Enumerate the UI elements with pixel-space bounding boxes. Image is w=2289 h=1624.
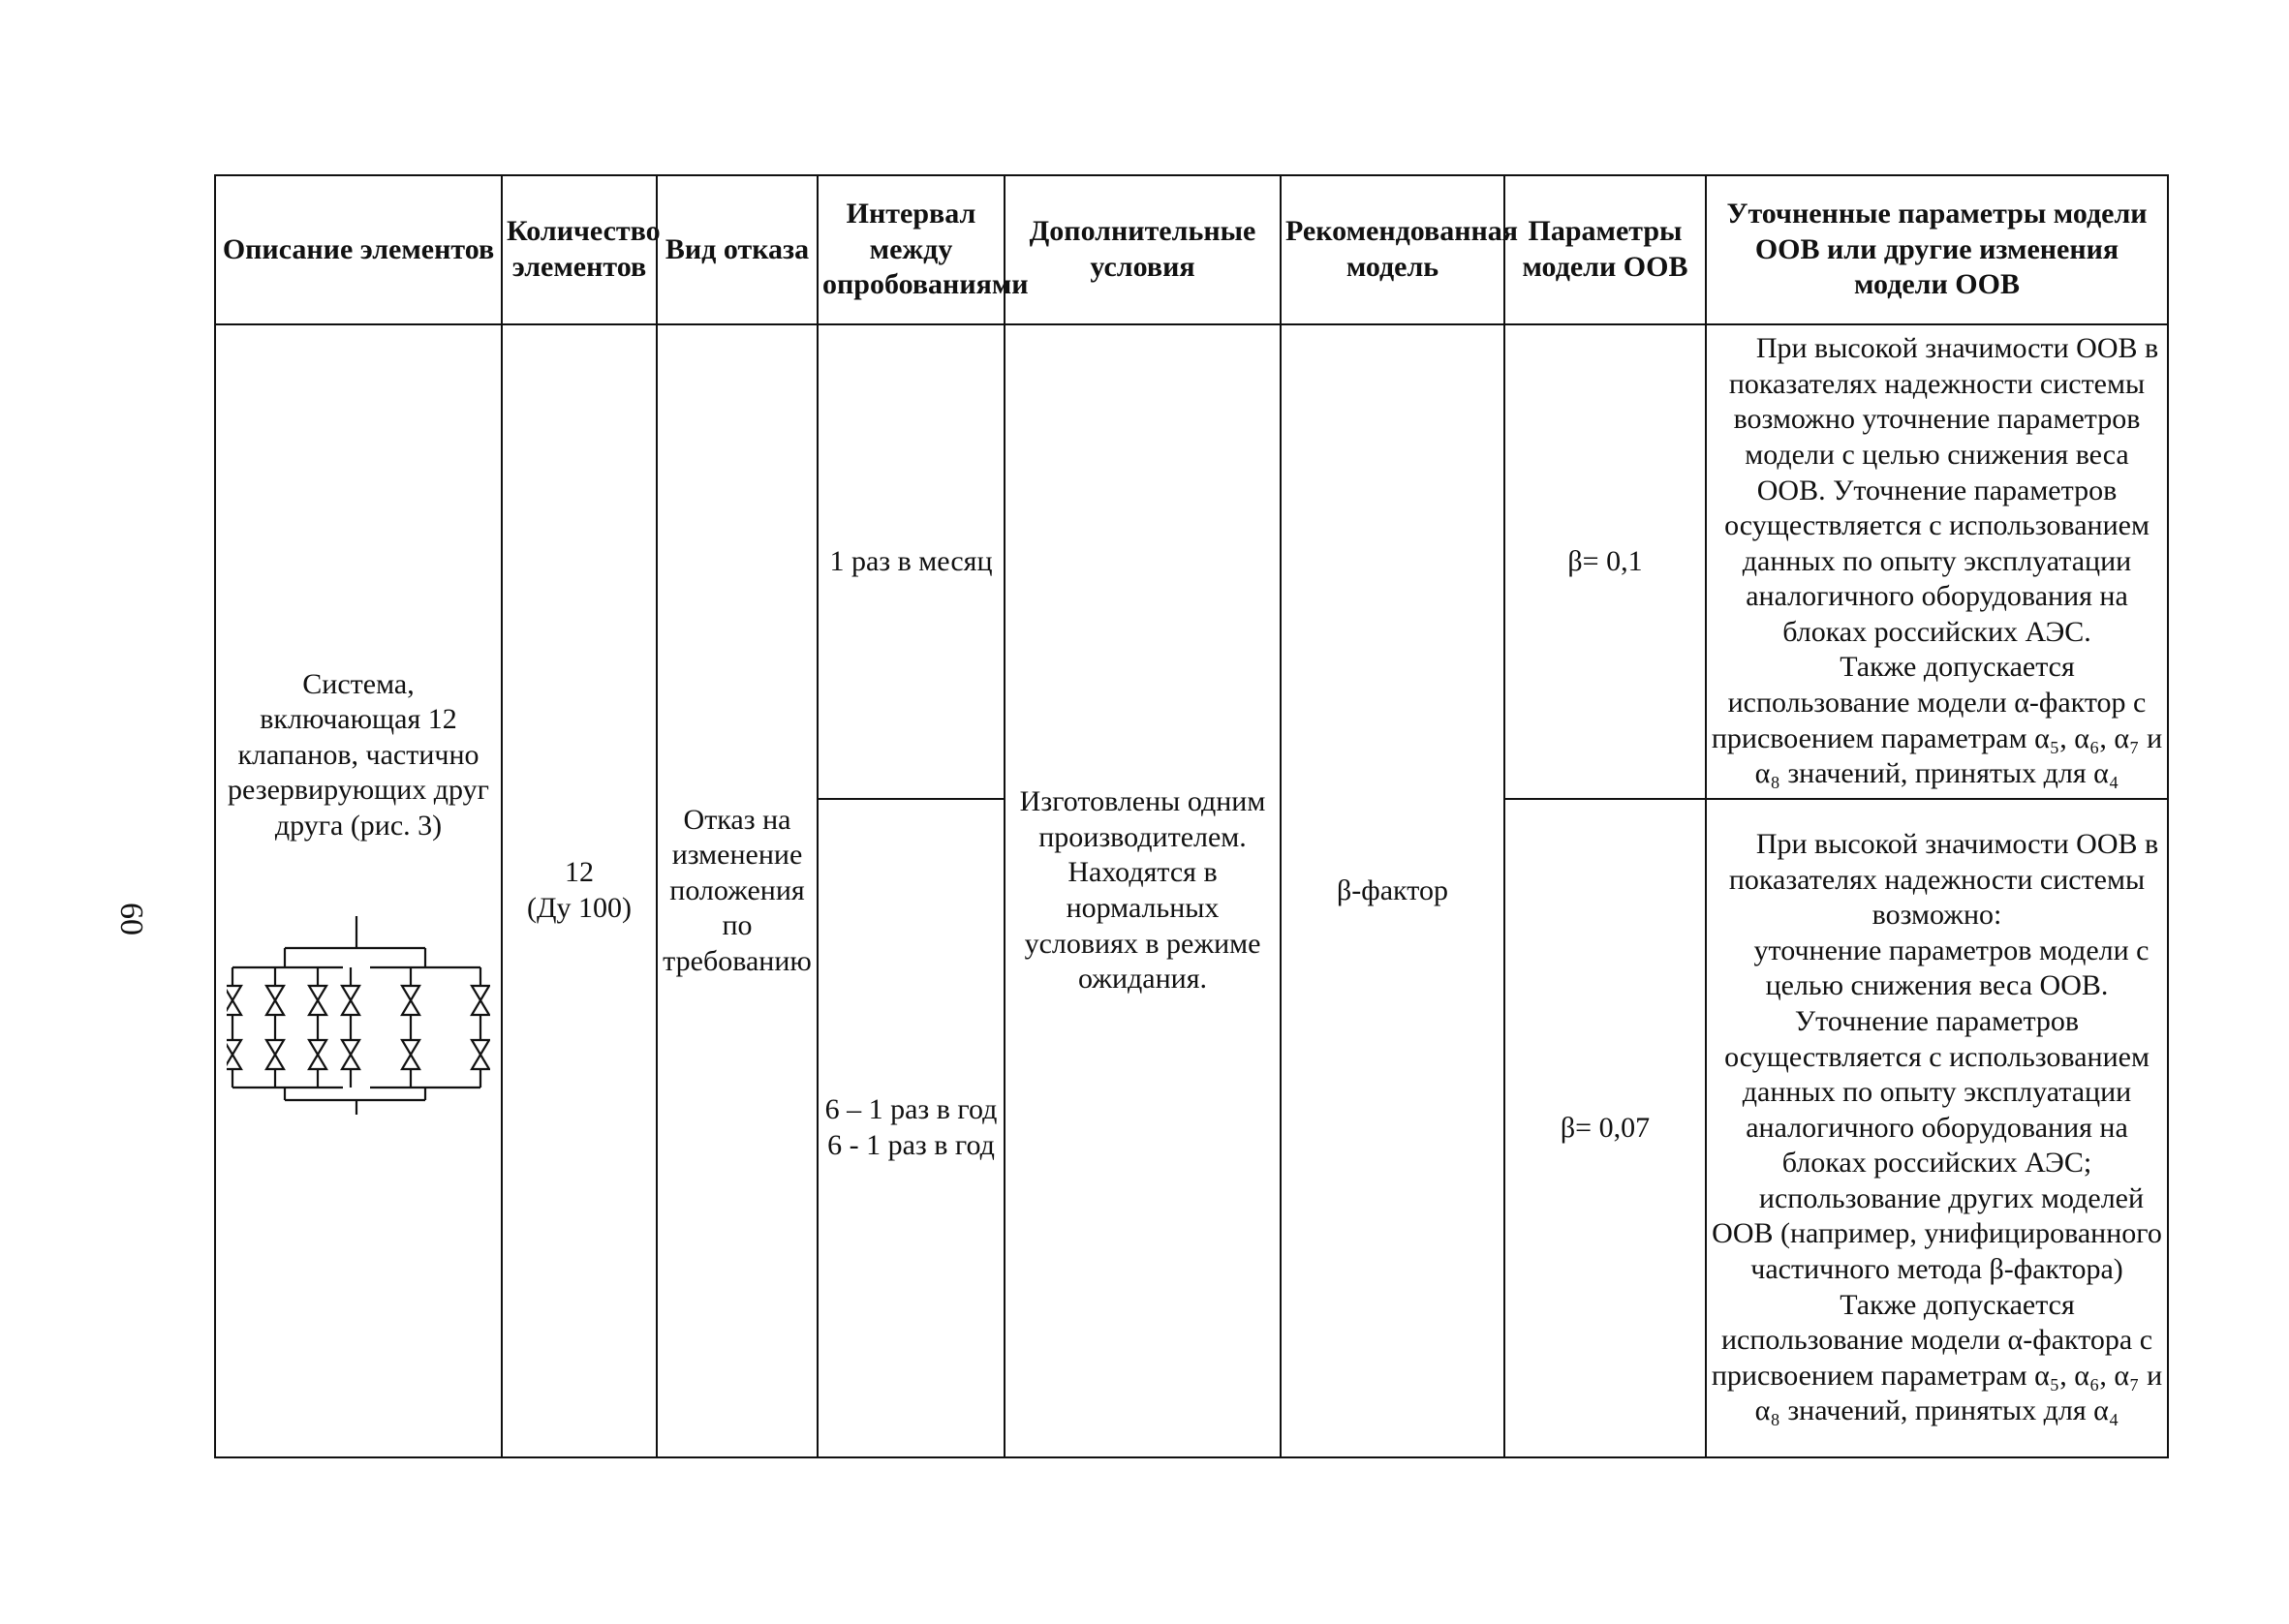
valve-icon — [309, 1040, 326, 1069]
param-cell-2: β= 0,07 — [1504, 799, 1706, 1457]
valve-icon — [309, 986, 326, 1015]
failure-type-cell: Отказ на изменение положения по требованию — [657, 324, 818, 1457]
refined-2-para-4: Также допускается использование модели α-фактора с присвоением параметрам α₅, α₆, α₇ и α₈ значений, принятых для α₄ — [1711, 1288, 2163, 1427]
valve-icon — [342, 986, 359, 1015]
valve-icon — [342, 1040, 359, 1069]
refined-1-para-1: При высокой значимости ООВ в показателях надежности системы возможно уточнение параметров модели с целью снижения веса ООВ. Уточнение параметров осуществляется с использованием данных по опыту эксплуатации аналогичного оборудования на блоках российских АЭС. — [1724, 332, 2159, 648]
refined-cell-1 — [1706, 324, 2168, 799]
count-value: 12 — [565, 856, 594, 889]
refined-cell-2 — [1706, 799, 2168, 1457]
valve-icon — [402, 986, 419, 1015]
param-cell-1: β= 0,1 — [1504, 324, 1706, 799]
description-text: Система, включающая 12 клапанов, частично резервирующих друг друга (рис. 3) — [228, 667, 489, 842]
interval-cell-2 — [818, 799, 1005, 1457]
valve-icon — [266, 986, 284, 1015]
valve-icon — [227, 1040, 241, 1069]
valve-icon — [227, 986, 241, 1015]
header-interval: Интервал между опробованиями — [818, 175, 1005, 324]
valve-icon — [266, 1040, 284, 1069]
valve-columns — [227, 967, 489, 1088]
refined-1-para-2: Также допускается использование модели α-фактор с присвоением параметрам α₅, α₆, α₇ и α₈ значений, принятых для α₄ — [1711, 651, 2163, 790]
valve-system-diagram — [227, 911, 490, 1115]
refined-2-para-3: использование других моделей ООВ (например, унифицированного частичного метода β-фактора) — [1712, 1181, 2162, 1286]
header-model: Рекомендованная модель — [1281, 175, 1504, 324]
ccf-parameters-table — [214, 174, 2169, 1458]
header-count: Количество элементов — [502, 175, 657, 324]
header-row — [215, 175, 2168, 324]
header-failure-type: Вид отказа — [657, 175, 818, 324]
page-number: 60 — [113, 903, 149, 935]
refined-2-para-1: При высокой значимости ООВ в показателях надежности системы возможно: — [1728, 827, 2159, 932]
valve-icon — [472, 1040, 489, 1069]
header-description: Описание элементов — [215, 175, 502, 324]
count-cell — [502, 324, 657, 1457]
interval-2-line-2: 6 - 1 раз в год — [827, 1129, 995, 1161]
header-conditions: Дополнительные условия — [1005, 175, 1281, 324]
count-diameter: (Ду 100) — [527, 892, 632, 924]
description-cell — [215, 324, 502, 1457]
refined-2-para-2: уточнение параметров модели с целью снижения веса ООВ. Уточнение параметров осуществляется с использованием данных по опыту эксплуатации аналогичного оборудования на блоках российских АЭС; — [1724, 934, 2150, 1180]
header-params: Параметры модели ООВ — [1504, 175, 1706, 324]
valve-icon — [402, 1040, 419, 1069]
interval-2-line-1: 6 – 1 раз в год — [824, 1093, 998, 1126]
interval-cell-1: 1 раз в месяц — [818, 324, 1005, 799]
table-row — [215, 324, 2168, 799]
header-refined: Уточненные параметры модели ООВ или другие изменения модели ООВ — [1706, 175, 2168, 324]
conditions-cell: Изготовлены одним производителем. Находятся в нормальных условиях в режиме ожидания. — [1005, 324, 1281, 1457]
valve-icon — [472, 986, 489, 1015]
model-cell: β-фактор — [1281, 324, 1504, 1457]
